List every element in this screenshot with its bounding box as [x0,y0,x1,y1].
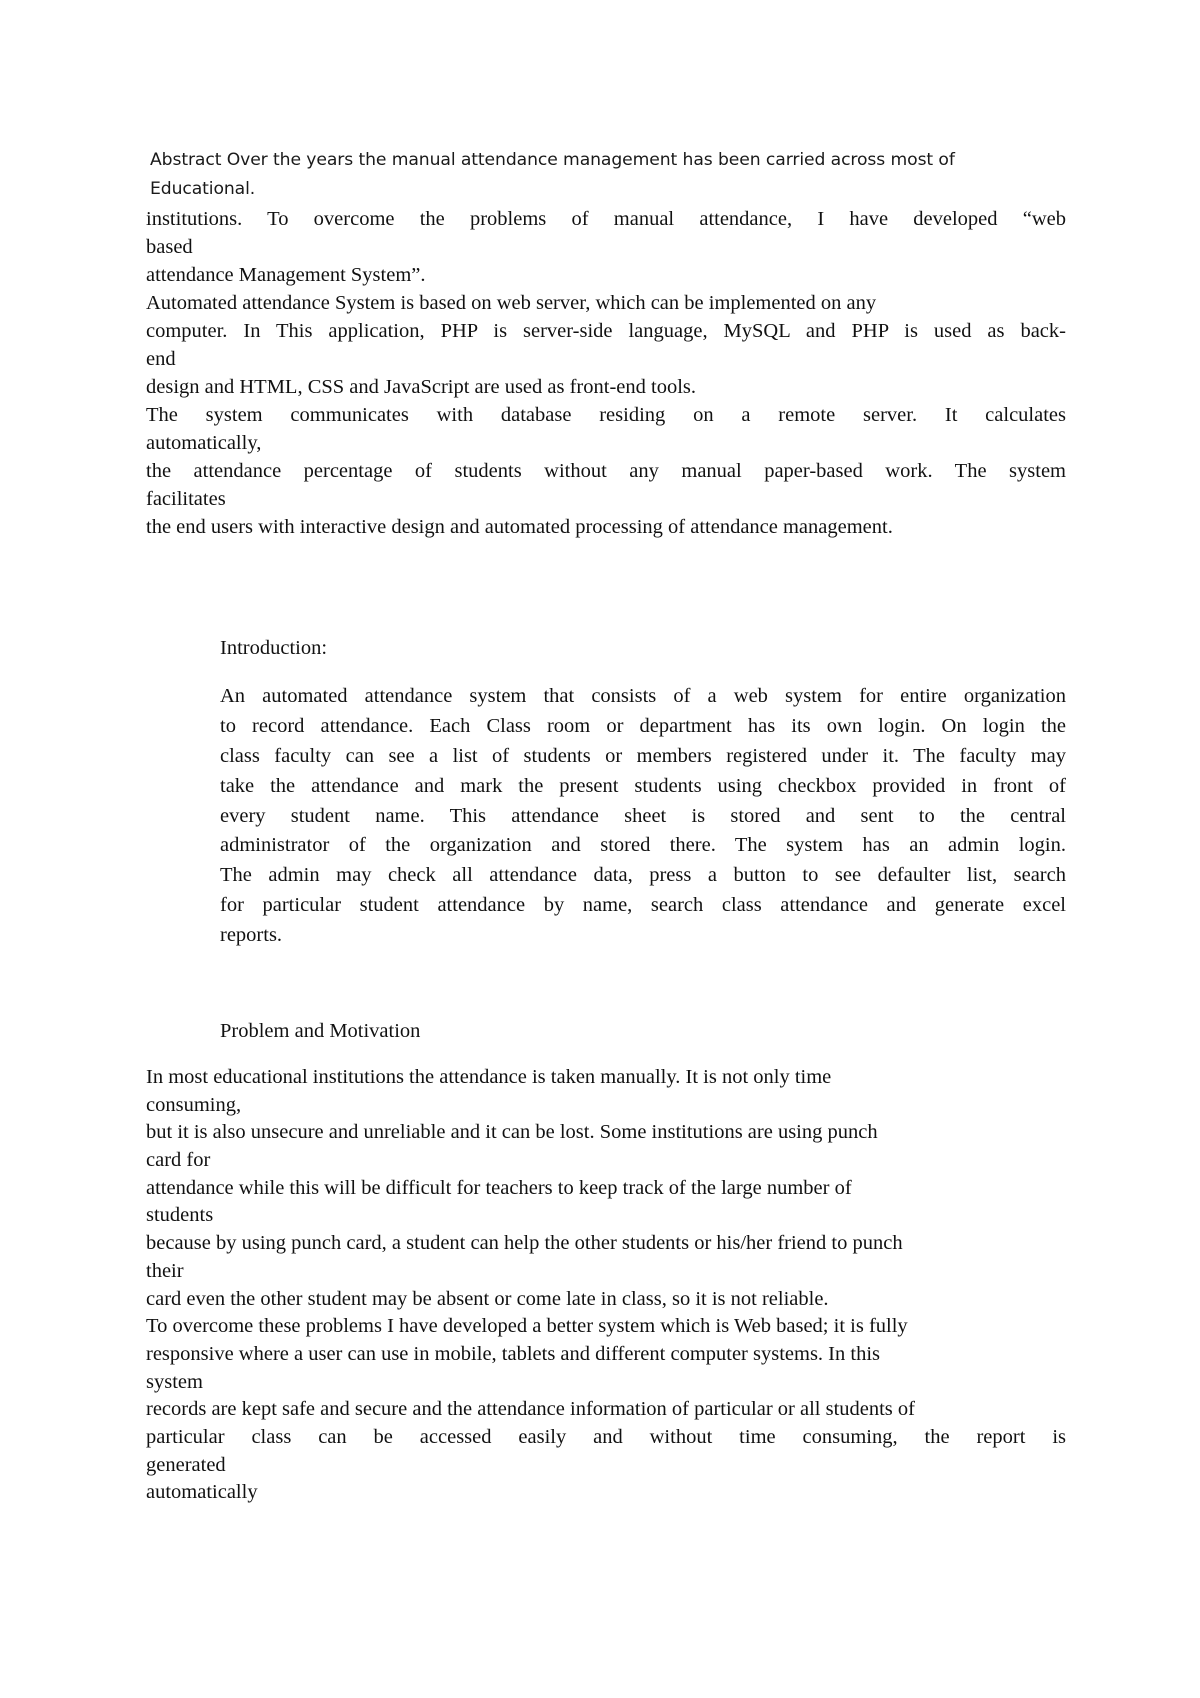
problem-line: attendance while this will be difficult for teachers to keep track of the large number of [146,1176,852,1199]
abstract-line: end [146,348,176,370]
problem-line: responsive where a user can use in mobile, tablets and different computer systems. In this [146,1342,881,1365]
problem-line: automatically [146,1481,258,1504]
introduction-line: to record attendance. Each Class room or department has its own login. On login the [220,714,1066,737]
problem-line: In most educational institutions the attendance is taken manually. It is not only time [146,1066,832,1088]
problem-line: because by using punch card, a student can help the other students or his/her friend to punch [146,1232,903,1255]
abstract-body [146,205,1066,541]
problem-line: card for [146,1149,211,1172]
problem-line: consuming, [146,1093,242,1116]
problem-motivation-body [146,1064,1066,1507]
abstract-line: Automated attendance System is based on web server, which can be implemented on any [146,292,877,314]
problem-motivation-heading: Problem and Motivation [220,1020,421,1042]
abstract-heading [150,146,1030,204]
introduction-line: for particular student attendance by name, search class attendance and generate excel [220,894,1066,917]
problem-line: particular class can be accessed easily and without time consuming, the report is [146,1425,1066,1448]
abstract-line: design and HTML, CSS and JavaScript are used as front-end tools. [146,376,696,398]
problem-line: but it is also unsecure and unreliable and it can be lost. Some institutions are using punch [146,1121,878,1144]
abstract-line: institutions. To overcome the problems of manual attendance, I have developed “web [146,208,1066,230]
abstract-line: attendance Management System”. [146,264,426,286]
introduction-line: reports. [220,924,283,947]
introduction-line: The admin may check all attendance data, press a button to see defaulter list, search [220,864,1066,887]
problem-line: generated [146,1453,226,1476]
problem-line: card even the other student may be absent or come late in class, so it is not reliable. [146,1287,829,1310]
problem-line: records are kept safe and secure and the attendance information of particular or all students of [146,1398,915,1421]
abstract-heading-line: Abstract Over the years the manual attendance management has been carried across most of [150,150,955,170]
abstract-line: the attendance percentage of students without any manual paper-based work. The system [146,460,1066,482]
introduction-line: class faculty can see a list of students or members registered under it. The faculty may [220,744,1066,767]
introduction-heading: Introduction: [220,637,328,659]
problem-line: students [146,1204,214,1227]
abstract-line: based [146,236,193,258]
introduction-body [220,682,1066,951]
abstract-line: automatically, [146,432,262,454]
abstract-line: computer. In This application, PHP is server-side language, MySQL and PHP is used as back- [146,320,1066,342]
introduction-line: take the attendance and mark the present students using checkbox provided in front of [220,774,1066,797]
abstract-line: the end users with interactive design and automated processing of attendance management. [146,516,893,538]
abstract-line: The system communicates with database residing on a remote server. It calculates [146,404,1066,426]
abstract-line: facilitates [146,488,226,510]
introduction-line: An automated attendance system that consists of a web system for entire organization [220,685,1066,707]
problem-line: their [146,1259,184,1282]
introduction-line: administrator of the organization and stored there. The system has an admin login. [220,834,1066,857]
problem-line: system [146,1370,203,1393]
introduction-line: every student name. This attendance sheet is stored and sent to the central [220,804,1066,827]
abstract-heading-line: Educational. [150,179,256,199]
problem-line: To overcome these problems I have developed a better system which is Web based; it is fully [146,1315,908,1338]
